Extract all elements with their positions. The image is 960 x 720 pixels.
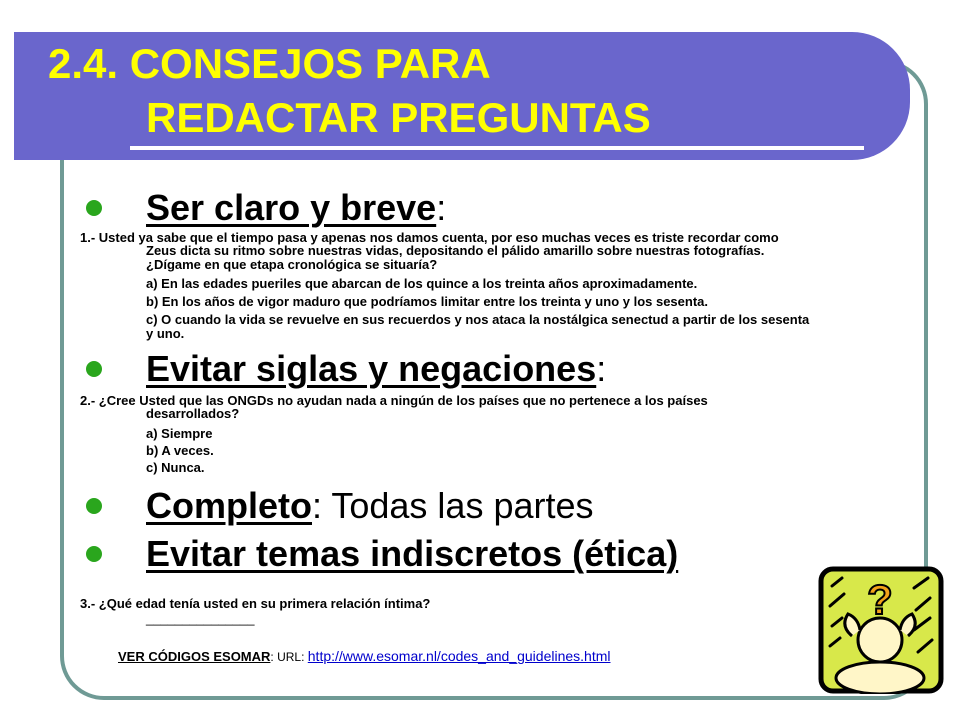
section-heading-clarity: Ser claro y breve: <box>146 187 447 228</box>
section-heading-ethics: Evitar temas indiscretos (ética) <box>146 533 679 574</box>
question-1-cont: ¿Dígame en que etapa cronológica se situaría? <box>146 257 438 272</box>
question-3: 3.- ¿Qué edad tenía usted en su primera relación íntima? <box>80 596 431 611</box>
section-heading-complete: Completo: Todas las partes <box>146 485 594 526</box>
question-1-cont: Zeus dicta su ritmo sobre nuestras vidas, depositando el pálido amarillo sobre nuestras fotografías. <box>146 243 765 258</box>
bullet-icon <box>86 361 102 377</box>
bullet-icon <box>86 546 102 562</box>
clipart-body <box>836 662 924 694</box>
option-c-cont: y uno. <box>146 326 185 341</box>
footer-reference <box>118 648 611 664</box>
question-mark-glyph: ? <box>867 576 893 623</box>
footer-url-label: : URL: <box>270 650 308 664</box>
clipart-head <box>858 618 902 662</box>
confused-person-question-mark-icon <box>818 566 944 694</box>
slide-title-line2: REDACTAR PREGUNTAS <box>146 94 651 141</box>
bullet-icon <box>86 498 102 514</box>
question-1: 1.- Usted ya sabe que el tiempo pasa y apenas nos damos cuenta, por eso muchas veces es triste recordar como <box>80 230 779 245</box>
section-heading-acronyms: Evitar siglas y negaciones: <box>146 348 607 389</box>
option-b: b) En los años de vigor maduro que podríamos limitar entre los treinta y uno y los sesenta. <box>146 294 709 309</box>
title-underline <box>130 146 864 150</box>
option-a: a) Siempre <box>146 426 213 441</box>
esomar-link[interactable]: http://www.esomar.nl/codes_and_guidelines.html <box>307 648 611 664</box>
option-a: a) En las edades pueriles que abarcan de los quince a los treinta años aproximadamente. <box>146 276 698 291</box>
answer-blank: _______________ <box>146 611 255 626</box>
bullet-icon <box>86 200 102 216</box>
option-b: b) A veces. <box>146 443 214 458</box>
footer-label: VER CÓDIGOS ESOMAR <box>118 649 271 664</box>
slide-title-line1: 2.4. CONSEJOS PARA <box>48 40 491 87</box>
question-2-cont: desarrollados? <box>146 406 240 421</box>
option-c: c) O cuando la vida se revuelve en sus recuerdos y nos ataca la nostálgica senectud a partir de los sesenta <box>146 312 810 327</box>
question-2: 2.- ¿Cree Usted que las ONGDs no ayudan nada a ningún de los países que no pertenece a los países <box>80 393 708 408</box>
option-c: c) Nunca. <box>146 460 205 475</box>
